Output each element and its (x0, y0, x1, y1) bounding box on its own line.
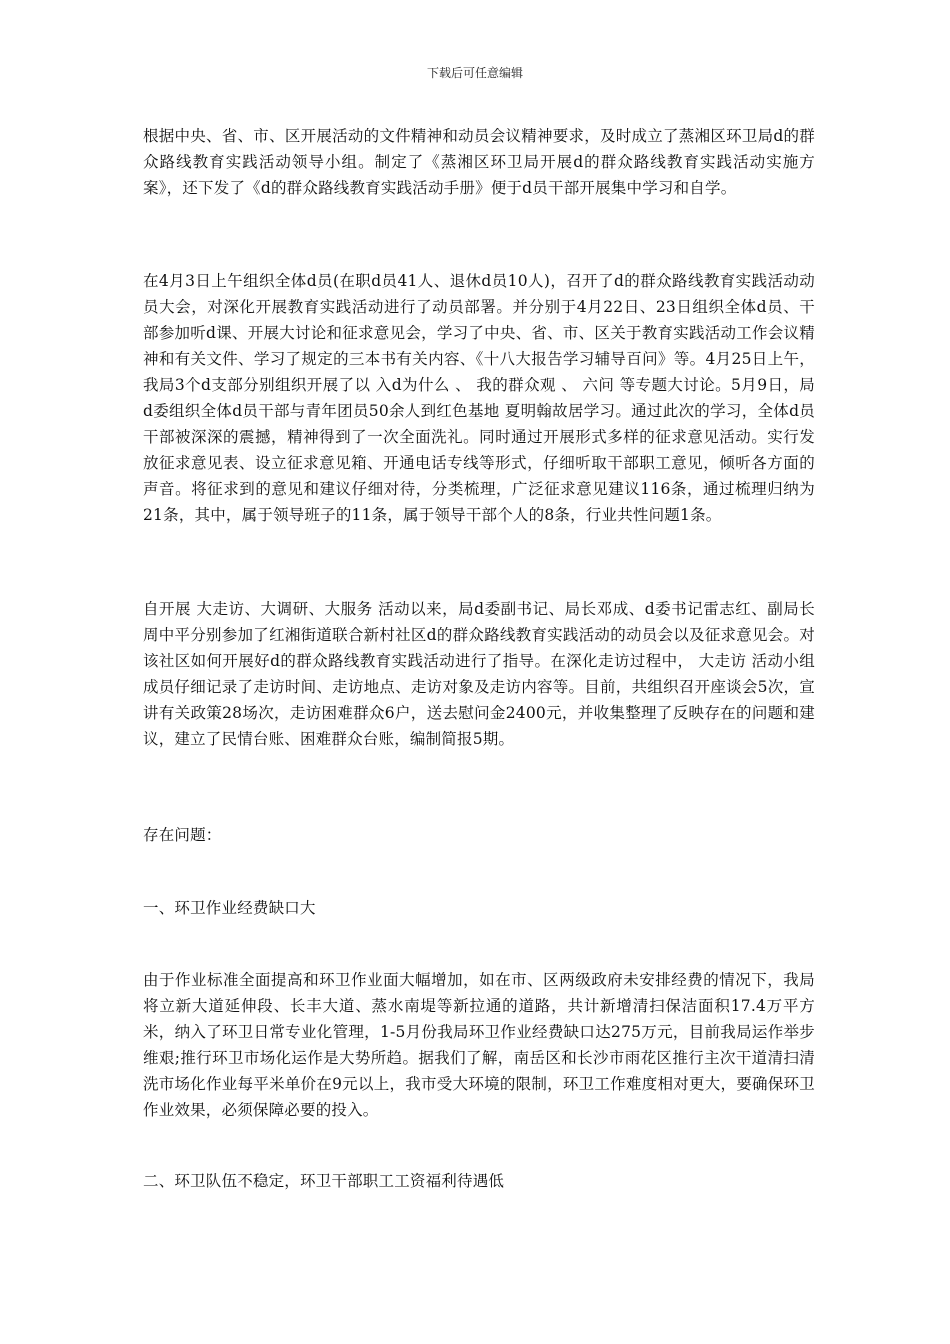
subheading-workforce: 二、环卫队伍不稳定，环卫干部职工工资福利待遇低 (143, 1172, 505, 1190)
paragraph-visit-activity: 自开展 大走访、大调研、大服务 活动以来，局d委副书记、局长邓成、d委书记雷志红、副局长周中平分别参加了红湘街道联合新村社区d的群众路线教育实践活动的动员会以及征求意见会。对该社区如何开展好d的群众路线教育实践活动进行了指导。在深化走访过程中， 大走访 活动小组成员仔细记录了走访时间、走访地点、走访对象及走访内容等。目前，共组织召开座谈会5次，宣讲有关政策28场次，走访困难群众6户，送去慰问金2400元，并收集整理了反映存在的问题和建议，建立了民情台账、困难群众台账，编制简报5期。 (143, 600, 815, 748)
paragraph-mobilization-meeting: 在4月3日上午组织全体d员(在职d员41人、退休d员10人)，召开了d的群众路线教育实践活动动员大会，对深化开展教育实践活动进行了动员部署。并分别于4月22日、23日组织全体d员、干部参加听d课、开展大讨论和征求意见会，学习了中央、省、市、区关于教育实践活动工作会议精神和有关文件、学习了规定的三本书有关内容、《十八大报告学习辅导百问》等。4月25日上午，我局3个d支部分别组织开展了以 入d为什么 、 我的群众观 、 六问 等专题大讨论。5月9日，局d委组织全体d员干部与青年团员50余人到红色基地 夏明翰故居学习。通过此次的学习，全体d员干部被深深的震撼，精神得到了一次全面洗礼。同时通过开展形式多样的征求意见活动。实行发放征求意见表、设立征求意见箱、开通电话专线等形式，仔细听取干部职工意见，倾听各方面的声音。将征求到的意见和建议仔细对待，分类梳理，广泛征求意见建议116条，通过梳理归纳为21条，其中，属于领导班子的11条，属于领导干部个人的8条，行业共性问题1条。 (143, 272, 815, 524)
paragraph-leadership-group: 根据中央、省、市、区开展活动的文件精神和动员会议精神要求，及时成立了蒸湘区环卫局d的群众路线教育实践活动领导小组。制定了《蒸湘区环卫局开展d的群众路线教育实践活动实施方案》，还下发了《d的群众路线教育实践活动手册》便于d员干部开展集中学习和自学。 (143, 127, 815, 197)
page-header: 下载后可任意编辑 (426, 66, 523, 80)
section-heading-problems: 存在问题： (143, 826, 222, 844)
subheading-funding-gap: 一、环卫作业经费缺口大 (143, 899, 316, 917)
paragraph-funding-gap: 由于作业标准全面提高和环卫作业面大幅增加，如在市、区两级政府未安排经费的情况下，我局将立新大道延伸段、长丰大道、蒸水南堤等新拉通的道路，共计新增清扫保洁面积17.4万平方米，纳入了环卫日常专业化管理，1-5月份我局环卫作业经费缺口达275万元，目前我局运作举步维艰;推行环卫市场化运作是大势所趋。据我们了解，南岳区和长沙市雨花区推行主次干道清扫清洗市场化作业每平米单价在9元以上，我市受大环境的限制，环卫工作难度相对更大，要确保环卫作业效果，必须保障必要的投入。 (143, 971, 815, 1119)
